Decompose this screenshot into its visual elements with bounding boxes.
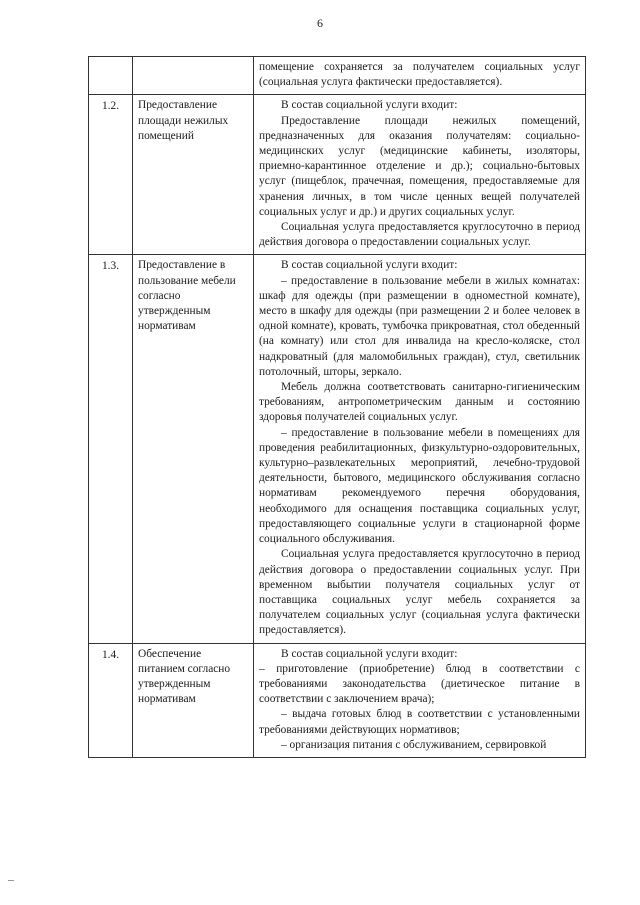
row-number: 1.2. [89, 95, 133, 255]
description-paragraph: Социальная услуга предоставляется круглосуточно в период действия договора о предоставлении социальных услуг. [259, 221, 580, 249]
service-name: Обеспечение питанием согласно утвержденным нормативам [133, 643, 254, 757]
description-paragraph: В состав социальной услуги входит: [281, 259, 458, 272]
table-row [89, 255, 586, 643]
description-paragraph: Предоставление площади нежилых помещений, предназначенных для оказания получателям: социально-медицинских услуг (медицинские кабинеты, изоляторы, приемно-карантинное отделение и др.); социально-бытовых услуг (пищеблок, прачечная, помещения, предоставляемые для хранения личных, в том числе ценных вещей получателей социальных услуг и др.) и других социальных услуг. [259, 114, 580, 218]
table-row [89, 95, 586, 255]
description-paragraph: – организация питания с обслуживанием, сервировкой [281, 738, 547, 751]
services-table [88, 56, 586, 758]
table-row [89, 57, 586, 95]
service-name: Предоставление площади нежилых помещений [133, 95, 254, 255]
description-paragraph: В состав социальной услуги входит: [281, 99, 458, 112]
row-number: 1.4. [89, 643, 133, 757]
description-paragraph: – предоставление в пользование мебели в помещениях для проведения реабилитационных, физкультурно-оздоровительных, культурно–развлекательных мероприятий, лечебно-трудовой деятельности, бытового, медицинского обслуживания согласно нормативам рекомендуемого перечня оборудования, необходимого для оснащения поставщика социальных услуг, предоставляющего социальные услуги в стационарной форме социального обслуживания. [259, 426, 580, 546]
description-paragraph: помещение сохраняется за получателем социальных услуг (социальная услуга фактически предоставляется). [259, 61, 580, 89]
scan-mark [8, 880, 14, 881]
description-paragraph: В состав социальной услуги входит: [281, 647, 458, 660]
services-table-body [89, 57, 586, 758]
service-description [254, 643, 586, 757]
table-row [89, 643, 586, 757]
description-paragraph: Мебель должна соответствовать санитарно-гигиеническим требованиям, антропометрическим данным и состоянию здоровья получателей социальных услуг. [259, 381, 580, 424]
service-description [254, 95, 586, 255]
service-name: Предоставление в пользование мебели согласно утвержденным нормативам [133, 255, 254, 643]
description-paragraph: – приготовление (приобретение) блюд в соответствии с требованиями законодательства (диетическое питание в соответствии с заключением врача); [259, 662, 580, 706]
service-description [254, 57, 586, 95]
row-number [89, 57, 133, 95]
row-number: 1.3. [89, 255, 133, 643]
service-name [133, 57, 254, 95]
description-paragraph: Социальная услуга предоставляется круглосуточно в период действия договора о предоставлении социальных услуг. При временном выбытии получателя социальных услуг от поставщика социальных услуг мебель сохраняется за получателем социальных услуг (социальная услуга фактически предоставляется). [259, 548, 580, 637]
description-paragraph: – выдача готовых блюд в соответствии с установленными требованиями действующих нормативов; [259, 708, 580, 736]
page-number: 6 [317, 16, 323, 30]
description-paragraph: – предоставление в пользование мебели в жилых комнатах: шкаф для одежды (при размещении в одноместной комнате), место в шкафу для одежды (при размещении 2 и более человек в одной комнате), кровать, тумбочка прикроватная, стол обеденный (на комнату) или стол для инвалида на кресло-коляске, стол надкроватный (для маломобильных граждан), стул, светильник потолочный, шторы, зеркало. [259, 274, 580, 378]
service-description [254, 255, 586, 643]
